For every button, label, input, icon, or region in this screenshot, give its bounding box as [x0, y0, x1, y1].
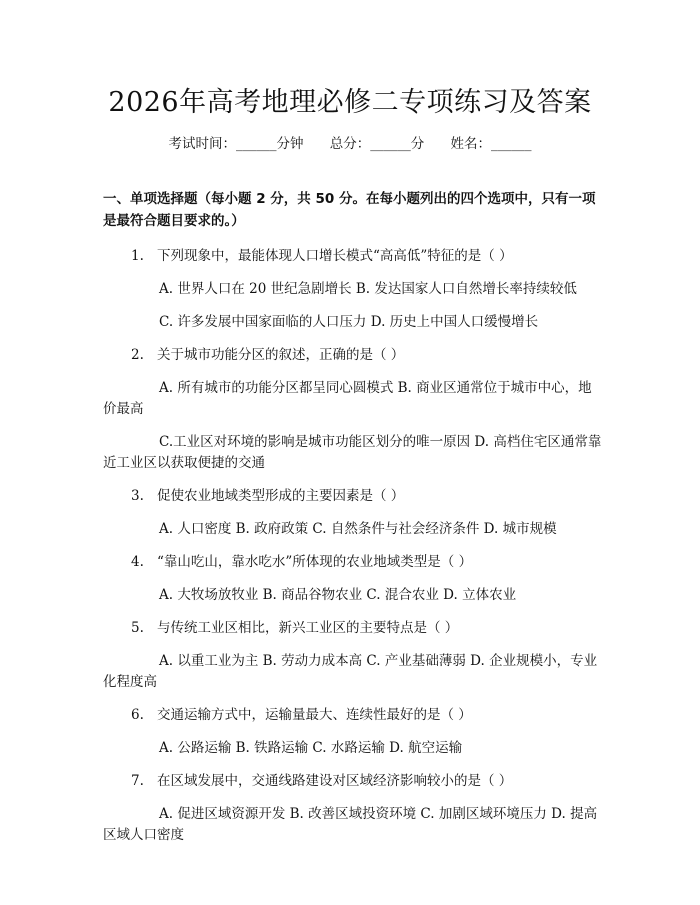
question-stem: 关于城市功能分区的叙述，正确的是（ ） — [157, 347, 405, 363]
question-stem: 在区域发展中，交通线路建设对区域经济影响较小的是（ ） — [157, 773, 513, 789]
question-item — [103, 345, 603, 366]
question-number: 5. — [131, 620, 144, 636]
question-number: 7. — [131, 773, 144, 789]
exam-time: 考试时间：______分钟 — [168, 136, 304, 152]
exam-info — [0, 132, 700, 152]
question-item — [103, 486, 603, 507]
question-options: A. 世界人口在 20 世纪急剧增长 B. 发达国家人口自然增长率持续较低 — [159, 281, 577, 297]
question-options: C. 许多发展中国家面临的人口压力 D. 历史上中国人口缓慢增长 — [159, 314, 539, 330]
question-number: 4. — [131, 554, 144, 570]
document-content — [103, 188, 603, 858]
student-name: 姓名：______ — [450, 136, 532, 152]
question-number: 6. — [131, 707, 144, 723]
question-item — [103, 618, 603, 639]
question-stem: 与传统工业区相比，新兴工业区的主要特点是（ ） — [157, 620, 459, 636]
question-item — [103, 705, 603, 726]
question-options: C.工业区对环境的影响是城市功能区划分的唯一原因 D. 高档住宅区通常靠近工业区以获取便捷的交通 — [103, 434, 602, 471]
question-number: 1. — [131, 248, 144, 264]
question-stem: 下列现象中，最能体现人口增长模式“高高低”特征的是（ ） — [157, 248, 513, 264]
question-item — [103, 552, 603, 573]
question-options: A. 公路运输 B. 铁路运输 C. 水路运输 D. 航空运输 — [159, 740, 463, 756]
question-stem: 促使农业地域类型形成的主要因素是（ ） — [157, 488, 405, 504]
question-number: 3. — [131, 488, 144, 504]
question-stem: “靠山吃山，靠水吃水”所体现的农业地域类型是（ ） — [157, 554, 473, 570]
question-number: 2. — [131, 347, 144, 363]
question-options: A. 人口密度 B. 政府政策 C. 自然条件与社会经济条件 D. 城市规模 — [159, 521, 557, 537]
document-title: 2026年高考地理必修二专项练习及答案 — [108, 87, 592, 118]
question-options: A. 促进区域资源开发 B. 改善区域投资环境 C. 加剧区域环境压力 D. 提高区域人口密度 — [103, 806, 598, 843]
question-item — [103, 771, 603, 792]
question-stem: 交通运输方式中，运输量最大、连续性最好的是（ ） — [157, 707, 472, 723]
question-options: A. 以重工业为主 B. 劳动力成本高 C. 产业基础薄弱 D. 企业规模小，专业化程度高 — [103, 653, 598, 690]
exam-total-score: 总分：______分 — [329, 136, 425, 152]
question-options: A. 大牧场放牧业 B. 商品谷物农业 C. 混合农业 D. 立体农业 — [159, 587, 517, 603]
question-options: A. 所有城市的功能分区都呈同心圆模式 B. 商业区通常位于城市中心，地价最高 — [103, 380, 592, 417]
section-heading: 一、单项选择题（每小题 2 分，共 50 分。在每小题列出的四个选项中，只有一项是最符合题目要求的。） — [103, 191, 596, 229]
question-item — [103, 246, 603, 267]
